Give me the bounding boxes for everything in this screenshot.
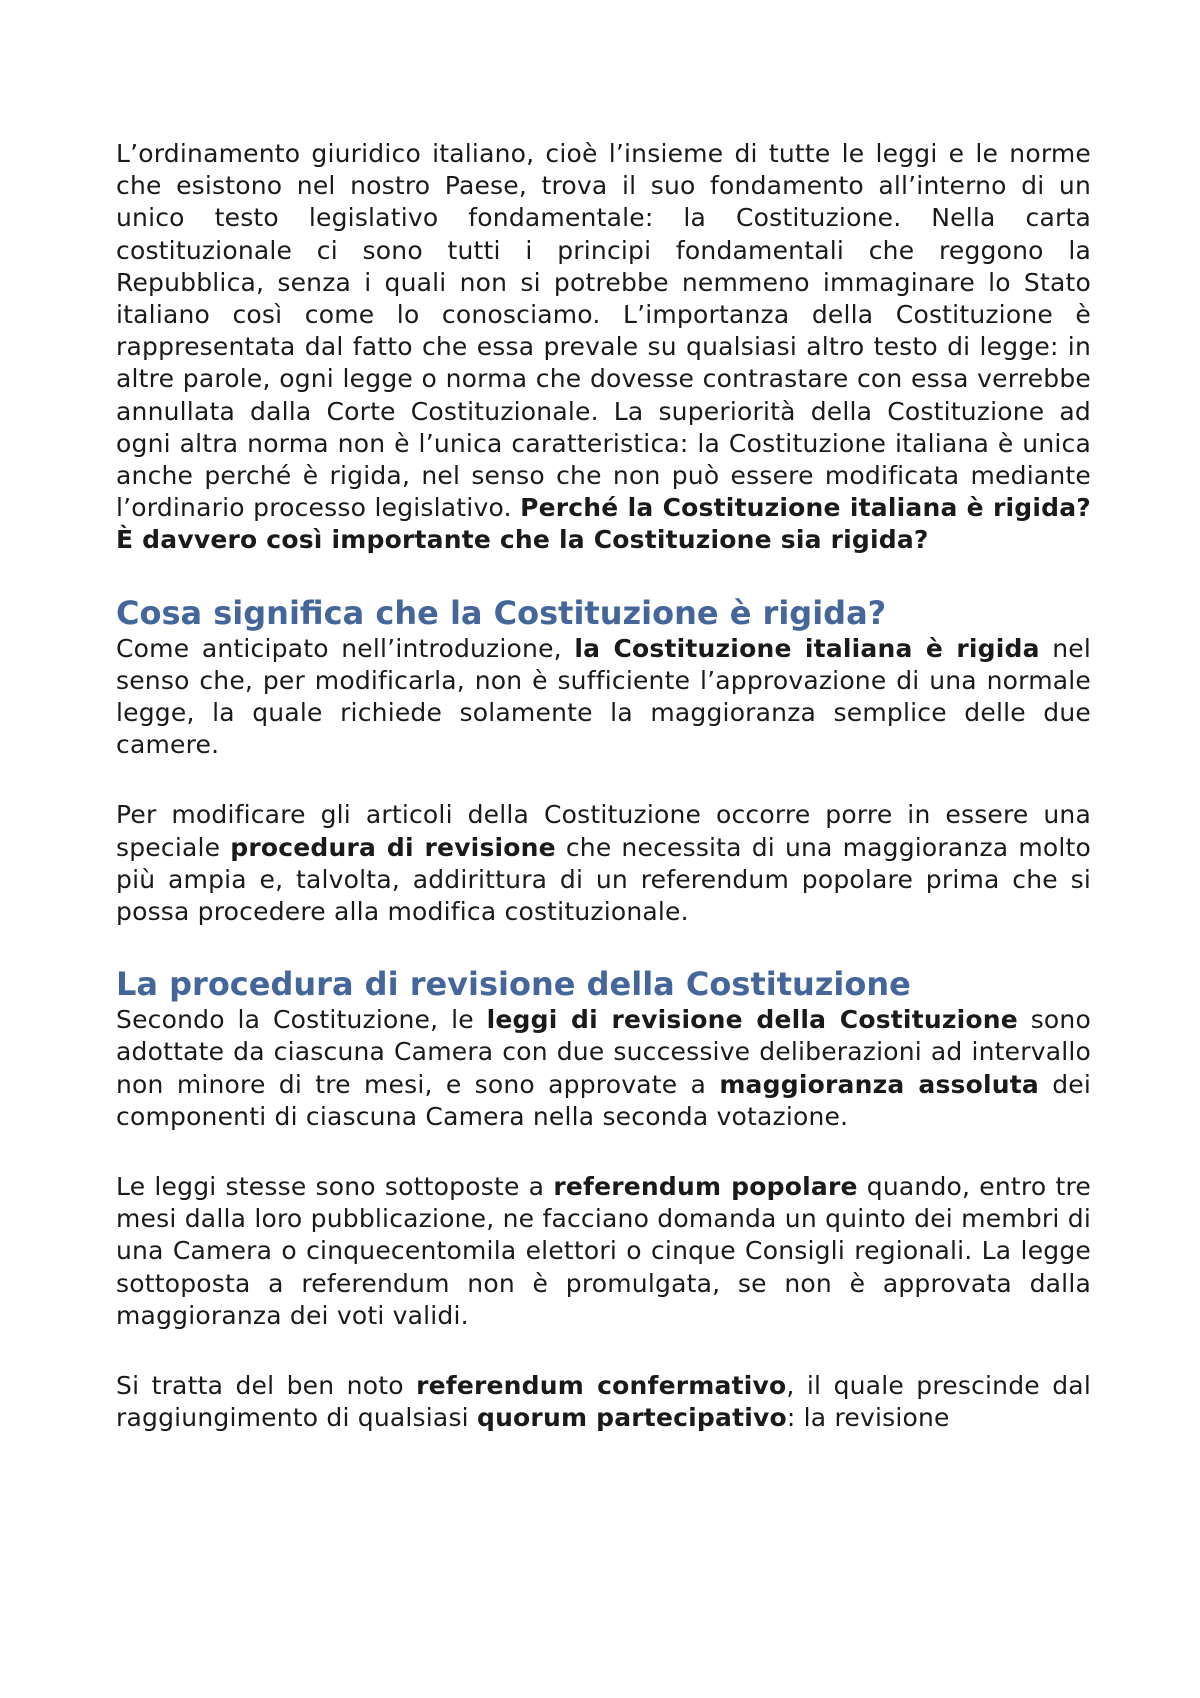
bold-text-run: procedura di revisione xyxy=(230,832,556,862)
text-run: Le leggi stesse sono sottoposte a xyxy=(116,1172,554,1202)
paragraph-revision-3 xyxy=(116,1370,1091,1434)
bold-text-run: Perché la Costituzione italiana è rigida? È davvero così importante che la Costituzione sia rigida? xyxy=(116,493,1092,555)
text-run: L’ordinamento giuridico italiano, cioè l’insieme di tutte le leggi e le norme che esistono nel nostro Paese, trova il suo fondamento all’interno di un unico testo legislativo fondamentale: la Costituzione. Nella carta costituzionale ci sono tutti i principi fondamentali che reggono la Repubblica, senza i quali non si potrebbe nemmeno immaginare lo Stato italiano così come lo conosciamo. L’importanza della Costituzione è rappresentata dal fatto che essa prevale su qualsiasi altro testo di legge: in altre parole, ogni legge o norma che dovesse contrastare con essa verrebbe annullata dalla Corte Costituzionale. La superiorità della Costituzione ad ogni altra norma non è l’unica caratteristica: la Costituzione italiana è unica anche perché è rigida, nel senso che non può essere modificata mediante l’ordinario processo legislativo. xyxy=(116,139,1091,523)
text-run: sono adottate da ciascuna Camera con due successive deliberazioni ad intervallo non minore di tre mesi, e sono approvate a xyxy=(116,1005,1091,1099)
text-run: dei componenti di ciascuna Camera nella seconda votazione. xyxy=(116,1069,1091,1131)
paragraph-rigid-1 xyxy=(116,633,1091,762)
text-run: nel senso che, per modificarla, non è sufficiente l’approvazione di una normale legge, la quale richiede solamente la maggioranza semplice delle due camere. xyxy=(116,633,1091,760)
text-run: Per modificare gli articoli della Costituzione occorre porre in essere una speciale xyxy=(116,800,1091,862)
paragraph-revision-1 xyxy=(116,1004,1091,1133)
text-run: : la revisione xyxy=(786,1403,950,1433)
bold-text-run: leggi di revisione della Costituzione xyxy=(486,1005,1018,1035)
document-page xyxy=(116,138,1091,1435)
text-run: Secondo la Costituzione, le xyxy=(116,1005,487,1035)
text-run: , il quale prescinde dal raggiungimento di qualsiasi xyxy=(116,1371,1091,1433)
section-heading-revision: La procedura di revisione della Costituzione xyxy=(116,965,911,1004)
bold-text-run: la Costituzione italiana è rigida xyxy=(574,633,1040,663)
paragraph-revision-2 xyxy=(116,1171,1091,1332)
bold-text-run: maggioranza assoluta xyxy=(719,1069,1039,1099)
paragraph-rigid-2 xyxy=(116,799,1091,928)
bold-text-run: quorum partecipativo xyxy=(476,1403,787,1433)
text-run: che necessita di una maggioranza molto più ampia e, talvolta, addirittura di un referendum popolare prima che si possa procedere alla modifica costituzionale. xyxy=(116,832,1092,927)
text-run: quando, entro tre mesi dalla loro pubblicazione, ne facciano domanda un quinto dei membri di una Camera o cinquecentomila elettori o cinque Consigli regionali. La legge sottoposta a referendum non è promulgata, se non è approvata dalla maggioranza dei voti validi. xyxy=(116,1172,1092,1330)
bold-text-run: referendum confermativo xyxy=(416,1371,787,1401)
intro-paragraph xyxy=(116,138,1091,557)
section-heading-rigid: Cosa significa che la Costituzione è rigida? xyxy=(116,593,887,632)
text-run: Si tratta del ben noto xyxy=(116,1371,417,1401)
text-run: Come anticipato nell’introduzione, xyxy=(116,633,575,663)
bold-text-run: referendum popolare xyxy=(553,1172,858,1202)
